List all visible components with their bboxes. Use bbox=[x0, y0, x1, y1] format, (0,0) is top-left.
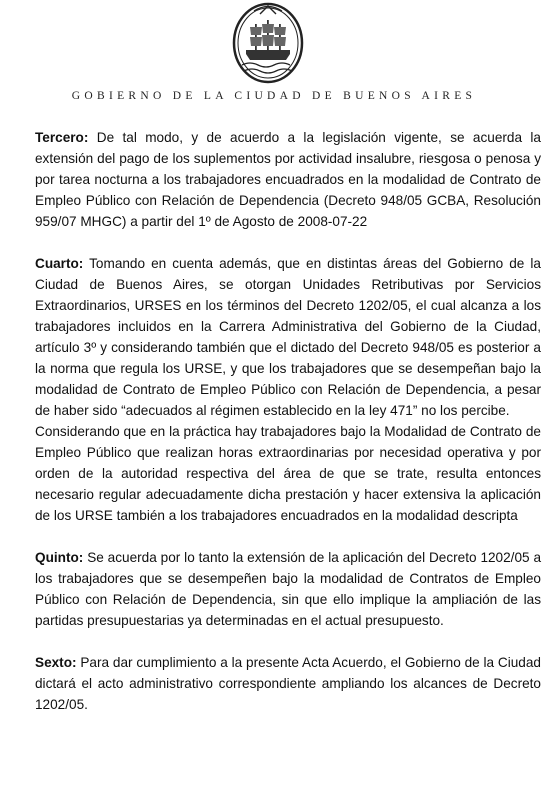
paragraph-text: Tomando en cuenta además, que en distintas áreas del Gobierno de la Ciudad de Buenos Aires, se otorgan Unidades Retributivas por Servicios Extraordinarios, URSES en los términos del Decreto 1202/05, el cual alcanza a los trabajadores incluidos en la Carrera Administrativa del Gobierno de la Ciudad, artículo 3º y considerando también que el dictado del Decreto 948/05 es posterior a la norma que regula los URSE, y que los trabajadores que se desempeñan bajo la modalidad de Contrato de Empleo Público con Relación de Dependencia, a pesar de haber sido “adecuados al régimen establecido en la ley 471” no los percibe. bbox=[35, 256, 541, 418]
paragraph-label: Tercero: bbox=[35, 130, 89, 145]
paragraph-quinto bbox=[35, 547, 541, 631]
paragraph-label: Cuarto: bbox=[35, 256, 84, 271]
paragraph-label: Sexto: bbox=[35, 655, 77, 670]
document-body bbox=[35, 127, 541, 715]
paragraph-sexto bbox=[35, 652, 541, 715]
paragraph-text: De tal modo, y de acuerdo a la legislación vigente, se acuerda la extensión del pago de los suplementos por actividad insalubre, riesgosa o penosa y por tarea nocturna a los trabajadores encuadrados en la modalidad de Contrato de Empleo Público con Relación de Dependencia (Decreto 948/05 GCBA, Resolución 959/07 MHGC) a partir del 1º de Agosto de 2008-07-22 bbox=[35, 130, 541, 229]
city-seal-icon bbox=[232, 2, 304, 84]
paragraph-cuarto bbox=[35, 253, 541, 421]
paragraph-text: Para dar cumplimiento a la presente Acta Acuerdo, el Gobierno de la Ciudad dictará el acto administrativo correspondiente ampliando los alcances de Decreto 1202/05. bbox=[35, 655, 541, 712]
paragraph-label: Quinto: bbox=[35, 550, 84, 565]
document-header: GOBIERNO DE LA CIUDAD DE BUENOS AIRES bbox=[71, 90, 477, 102]
paragraph-text: Se acuerda por lo tanto la extensión de la aplicación del Decreto 1202/05 a los trabajadores que se desempeñen bajo la modalidad de Contratos de Empleo Público con Relación de Dependencia, sin que ello implique la ampliación de las partidas presupuestarias ya determinadas en el actual presupuesto. bbox=[35, 550, 541, 628]
paragraph-considerando bbox=[35, 421, 541, 526]
paragraph-text: Considerando que en la práctica hay trabajadores bajo la Modalidad de Contrato de Empleo Público que realizan horas extraordinarias por necesidad operativa y por orden de la autoridad respectiva del área de que se trate, resulta entonces necesario regular adecuadamente dicha prestación y hacer extensiva la aplicación de los URSE también a los trabajadores encuadrados en la modalidad descripta bbox=[35, 424, 541, 523]
paragraph-tercero bbox=[35, 127, 541, 232]
